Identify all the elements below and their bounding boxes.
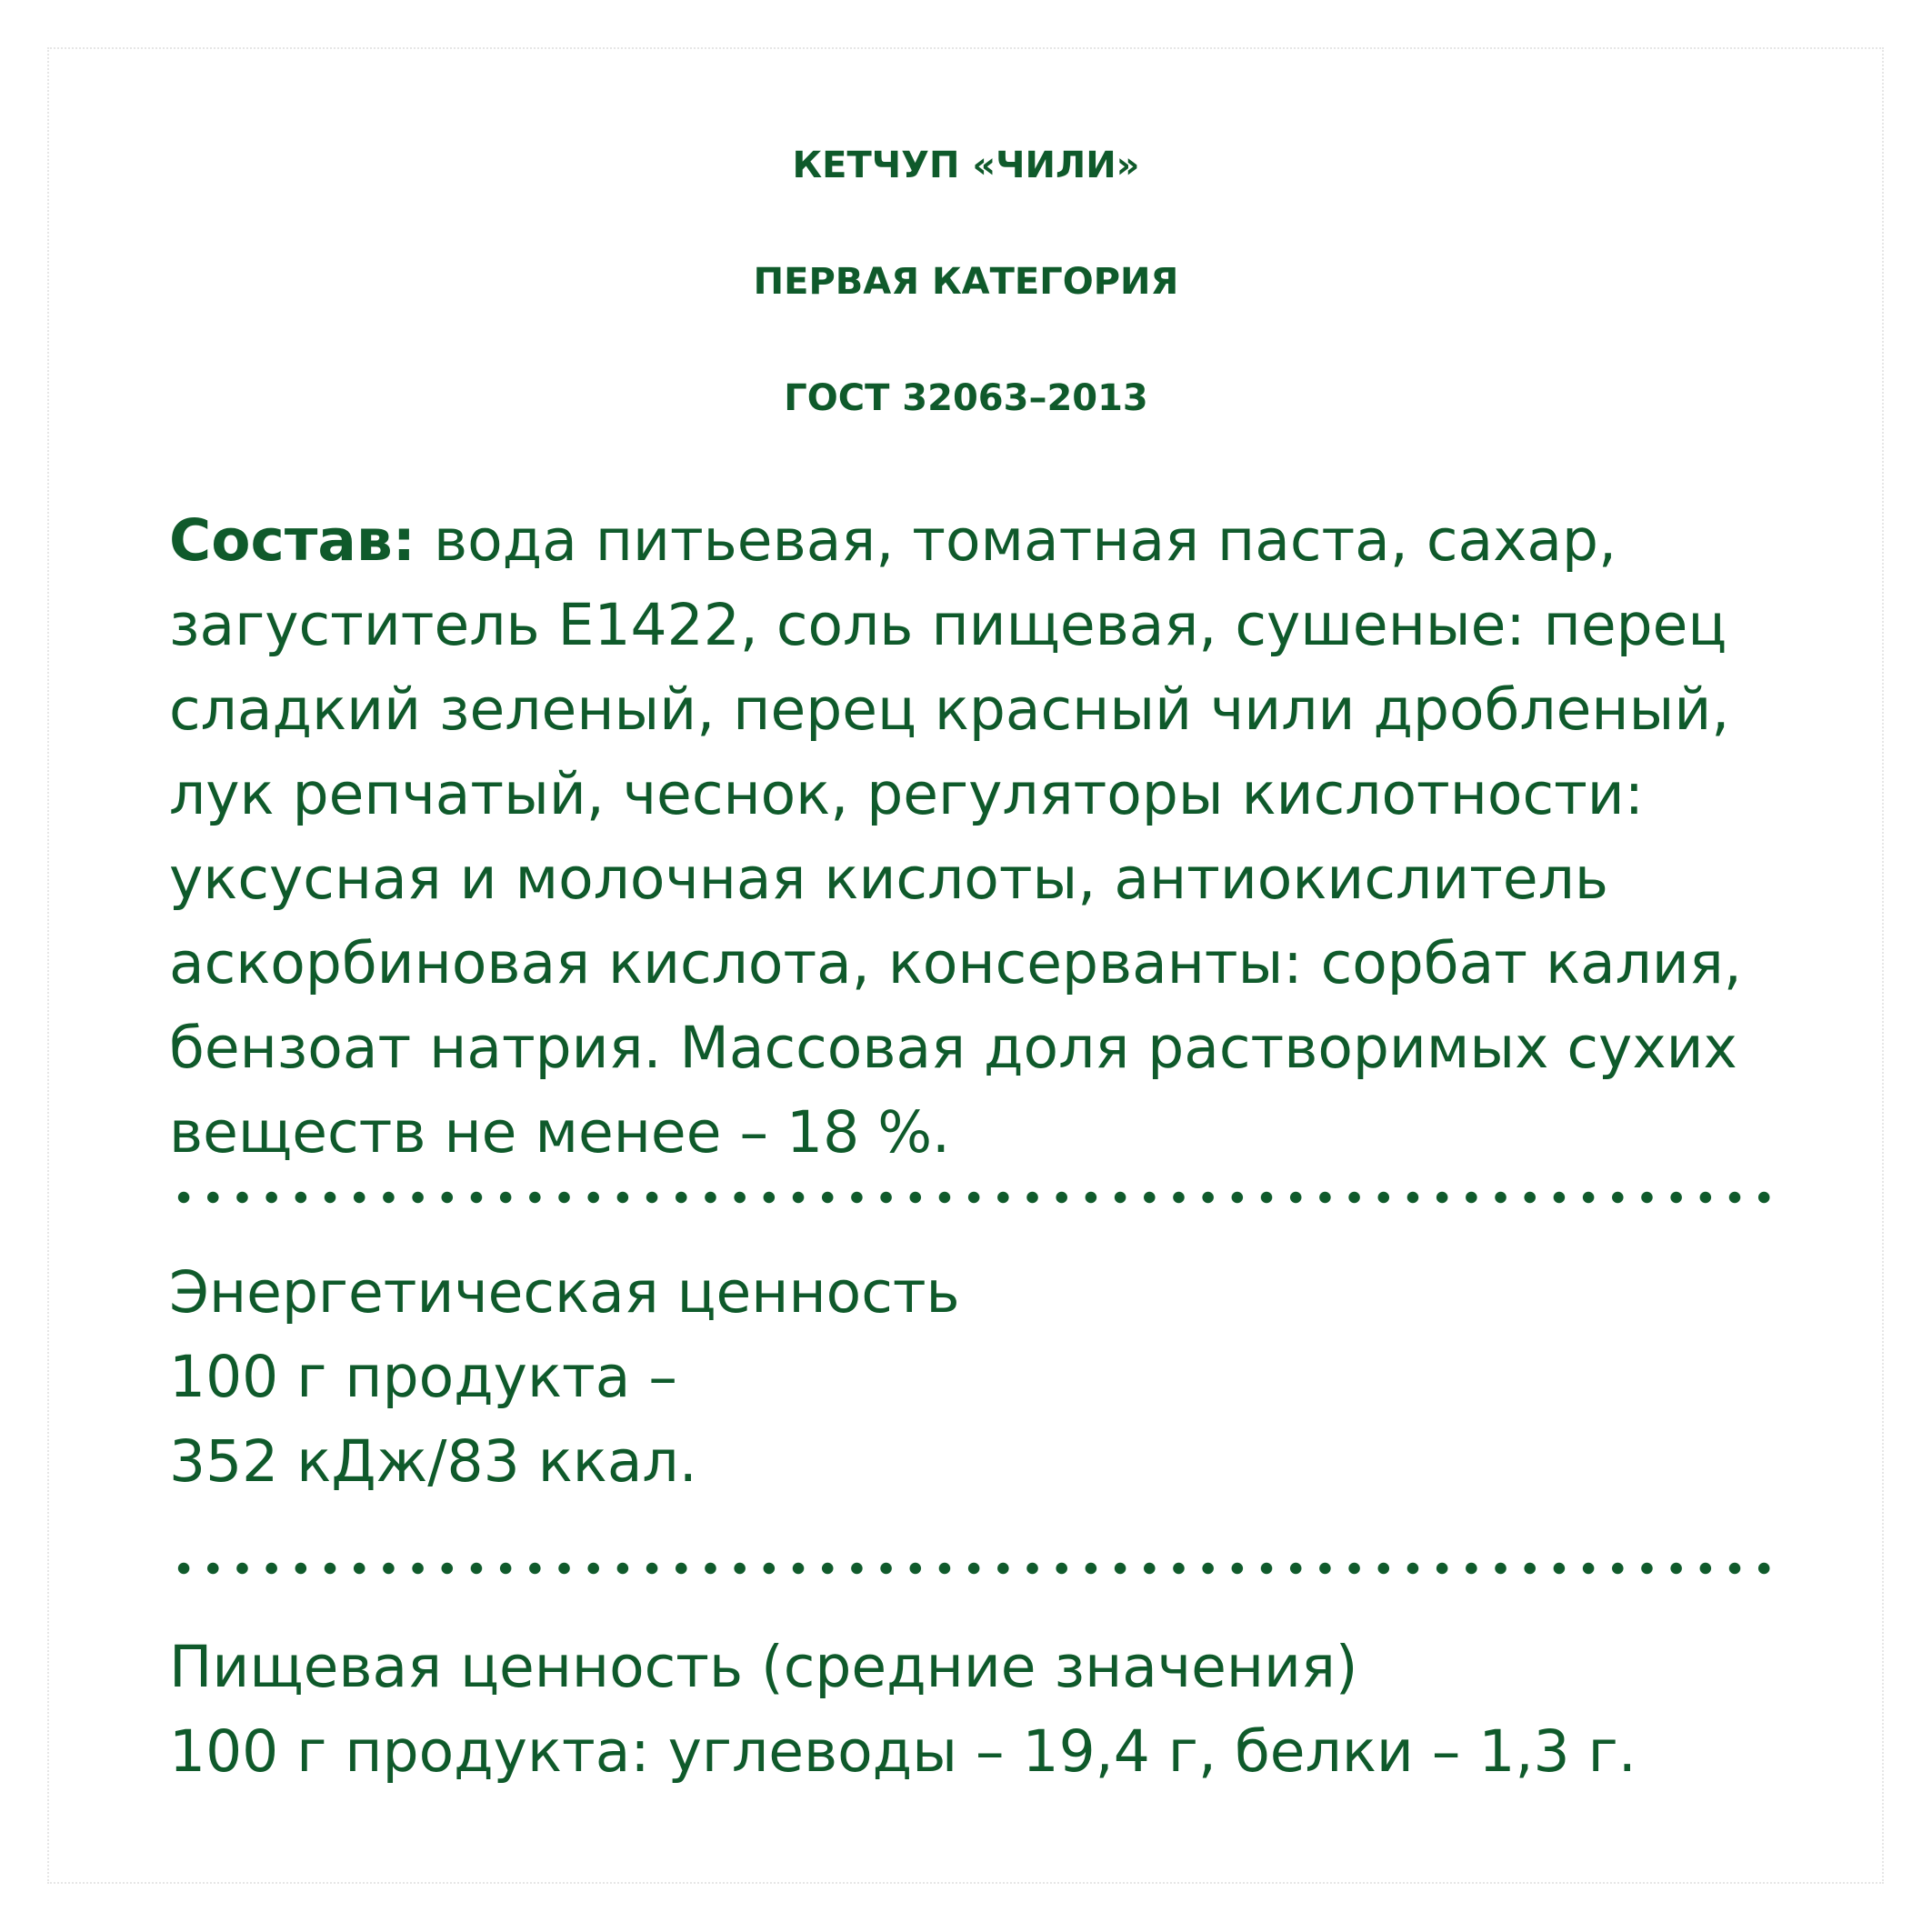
title-line-3: ГОСТ 32063–2013	[784, 377, 1148, 419]
composition-line	[169, 498, 1797, 583]
product-title	[0, 107, 1932, 456]
composition-line: лук репчатый, чеснок, регуляторы кислотности:	[169, 761, 1644, 827]
title-line-2: ПЕРВАЯ КАТЕГОРИЯ	[753, 261, 1179, 303]
composition-line: загуститель Е1422, соль пищевая, сушеные: перец	[169, 592, 1727, 658]
composition-line: бензоат натрия. Массовая доля растворимых сухих	[169, 1015, 1737, 1081]
energy-value-block	[169, 1250, 1797, 1504]
dotted-divider	[169, 1562, 1778, 1575]
nutrition-value-block	[169, 1625, 1797, 1794]
composition-text: вода питьевая, томатная паста, сахар,	[415, 507, 1617, 574]
energy-line: 100 г продукта –	[169, 1344, 677, 1410]
title-line-1: КЕТЧУП «ЧИЛИ»	[792, 145, 1140, 186]
composition-line: веществ не менее – 18 %.	[169, 1099, 951, 1166]
composition-label: Состав:	[169, 507, 415, 574]
composition-line: аскорбиновая кислота, консерванты: сорбат калия,	[169, 930, 1742, 996]
composition-line: сладкий зеленый, перец красный чили дробленый,	[169, 676, 1730, 743]
composition-line: уксусная и молочная кислоты, антиокислитель	[169, 846, 1609, 912]
energy-line: Энергетическая ценность	[169, 1259, 960, 1326]
composition-block	[169, 498, 1797, 1175]
energy-line: 352 кДж/83 ккал.	[169, 1428, 697, 1495]
dotted-divider	[169, 1191, 1778, 1204]
nutrition-line: 100 г продукта: углеводы – 19,4 г, белки – 1,3 г.	[169, 1718, 1637, 1785]
nutrition-line: Пищевая ценность (средние значения)	[169, 1634, 1358, 1700]
